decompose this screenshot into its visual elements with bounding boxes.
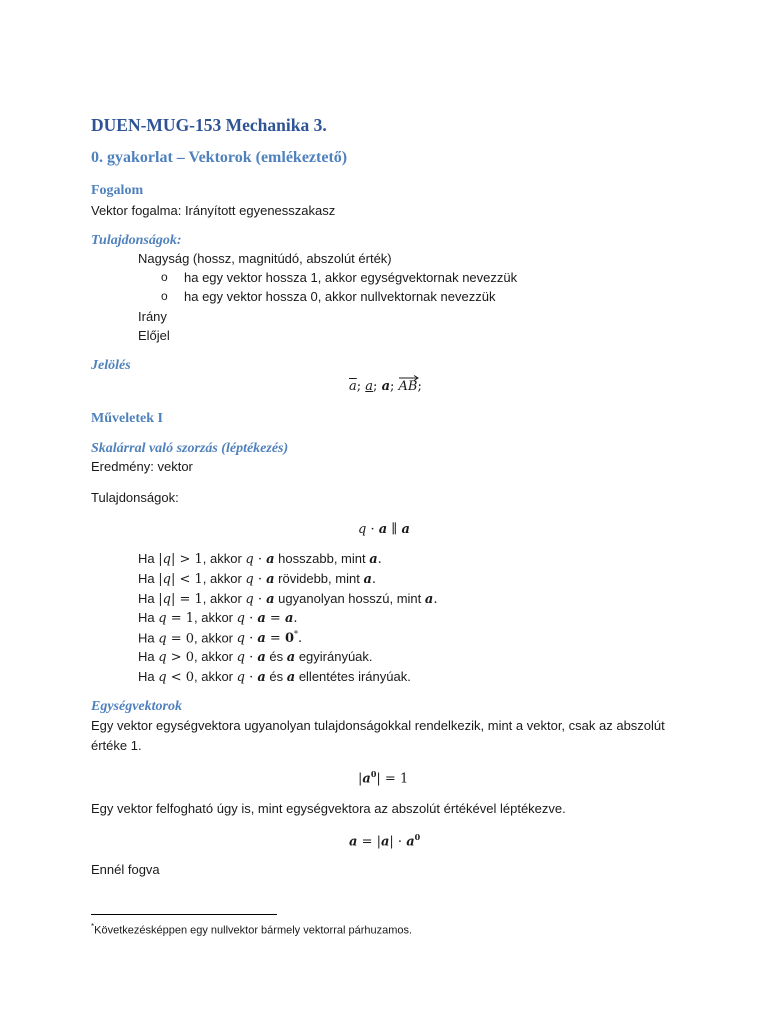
heading-muveletek: Műveletek I	[91, 411, 163, 426]
irany-text: Irány	[138, 309, 167, 324]
rule-line: Ha |q| > 1, akkor q · a hosszabb, mint a.	[138, 551, 382, 567]
footnote-separator	[91, 914, 277, 915]
parallel-formula: q · a ∥ a	[358, 522, 410, 537]
bullet-item: ha egy vektor hossza 1, akkor egységvektornak nevezzük	[184, 270, 518, 285]
decomposition-formula: $a = |a| \cdot a^0$	[349, 832, 421, 850]
document-title: DUEN-MUG-153 Mechanika 3.	[91, 115, 327, 135]
footnote-ref: *	[294, 630, 299, 639]
heading-tulajdonsagok: Tulajdonságok:	[91, 233, 182, 248]
footnote	[91, 922, 412, 937]
rule-line: Ha q > 0, akkor q · a és a egyirányúak.	[138, 649, 373, 665]
section-title: 0. gyakorlat – Vektorok (emlékeztető)	[91, 149, 348, 166]
bullet-marker: o	[161, 289, 168, 303]
heading-fogalom: Fogalom	[91, 183, 144, 198]
footnote-marker: *	[91, 922, 95, 931]
paragraph-line: értéke 1.	[91, 738, 142, 753]
footnote-text: Következésképpen egy nullvektor bármely vektorral párhuzamos.	[94, 924, 413, 937]
eredmeny-text: Eredmény: vektor	[91, 459, 193, 474]
rule-line: Ha |q| = 1, akkor q · a ugyanolyan hosszú, mint a.	[138, 591, 438, 607]
bullet-marker: o	[161, 270, 168, 284]
arrow-accent-icon	[399, 375, 419, 381]
nagysag-text: Nagyság (hossz, magnitúdó, abszolút érték)	[138, 251, 392, 266]
rule-line: Ha |q| < 1, akkor q · a rövidebb, mint a.	[138, 571, 377, 587]
rule-line: Ha q = 1, akkor q · a = a.	[138, 610, 298, 626]
heading-egysegvektorok: Egységvektorok	[91, 699, 182, 714]
paragraph-line: Egy vektor felfogható úgy is, mint egységvektora az abszolút értékével léptékezve.	[91, 801, 566, 816]
paragraph-line: Ennél fogva	[91, 862, 160, 877]
elojel-text: Előjel	[138, 328, 170, 343]
notation-formula: $\overline{a}$; a; a; AB ;	[349, 379, 422, 394]
unit-vector-formula: $|a^0| = 1$	[358, 769, 409, 787]
fogalom-text: Vektor fogalma: Irányított egyenesszakasz	[91, 203, 336, 218]
heading-jeloles: Jelölés	[91, 358, 131, 373]
bullet-item: ha egy vektor hossza 0, akkor nullvektornak nevezzük	[184, 289, 496, 304]
rule-line: Ha q = 0, akkor q · a = 0*.	[138, 630, 303, 647]
tulajdonsagok-label: Tulajdonságok:	[91, 490, 179, 505]
paragraph-line: Egy vektor egységvektora ugyanolyan tulajdonságokkal rendelkezik, mint a vektor, csak az abszolút	[91, 718, 665, 733]
rule-line: Ha q < 0, akkor q · a és a ellentétes irányúak.	[138, 669, 411, 685]
heading-skalar: Skalárral való szorzás (léptékezés)	[91, 441, 289, 456]
